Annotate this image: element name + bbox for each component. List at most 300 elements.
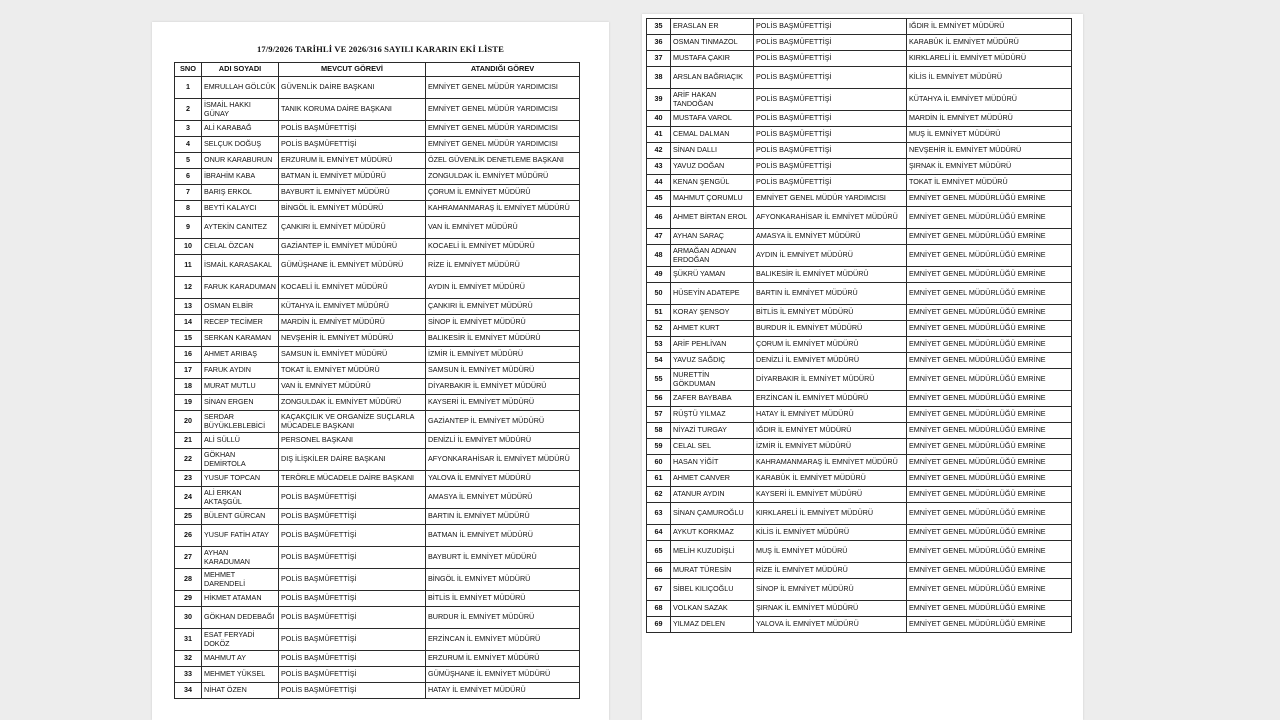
row-current-duty: KIRKLARELİ İL EMNİYET MÜDÜRÜ: [754, 503, 907, 525]
table-row: [647, 89, 1072, 111]
row-assigned-duty: EMNİYET GENEL MÜDÜRLÜĞÜ EMRİNE: [907, 369, 1072, 391]
row-name: SİNAN ÇAMUROĞLU: [671, 503, 754, 525]
row-name: İBRAHİM KABA: [202, 169, 279, 185]
table-row: [175, 547, 580, 569]
row-current-duty: POLİS BAŞMÜFETTİŞİ: [279, 121, 426, 137]
row-current-duty: KOCAELİ İL EMNİYET MÜDÜRÜ: [279, 277, 426, 299]
row-sno: 60: [647, 455, 671, 471]
table-row: [647, 207, 1072, 229]
row-current-duty: POLİS BAŞMÜFETTİŞİ: [754, 111, 907, 127]
row-current-duty: DİYARBAKIR İL EMNİYET MÜDÜRÜ: [754, 369, 907, 391]
row-name: YUSUF TOPCAN: [202, 471, 279, 487]
table-row: [175, 169, 580, 185]
row-name: AHMET KURT: [671, 321, 754, 337]
row-assigned-duty: EMNİYET GENEL MÜDÜR YARDIMCISI: [426, 77, 580, 99]
row-assigned-duty: EMNİYET GENEL MÜDÜRLÜĞÜ EMRİNE: [907, 407, 1072, 423]
row-name: SELÇUK DOĞUŞ: [202, 137, 279, 153]
row-current-duty: KARABÜK İL EMNİYET MÜDÜRÜ: [754, 471, 907, 487]
row-current-duty: POLİS BAŞMÜFETTİŞİ: [754, 51, 907, 67]
row-assigned-duty: VAN İL EMNİYET MÜDÜRÜ: [426, 217, 580, 239]
row-current-duty: MARDİN İL EMNİYET MÜDÜRÜ: [279, 315, 426, 331]
row-current-duty: İZMİR İL EMNİYET MÜDÜRÜ: [754, 439, 907, 455]
row-current-duty: HATAY İL EMNİYET MÜDÜRÜ: [754, 407, 907, 423]
row-sno: 16: [175, 347, 202, 363]
row-name: SİBEL KILIÇOĞLU: [671, 579, 754, 601]
row-name: ALİ KARABAĞ: [202, 121, 279, 137]
row-name: EMRULLAH GÖLCÜK: [202, 77, 279, 99]
row-sno: 38: [647, 67, 671, 89]
row-name: MEHMET YÜKSEL: [202, 667, 279, 683]
table-row: [175, 629, 580, 651]
row-name: RÜŞTÜ YILMAZ: [671, 407, 754, 423]
table-row: [647, 267, 1072, 283]
row-sno: 3: [175, 121, 202, 137]
row-sno: 44: [647, 175, 671, 191]
table-row: [175, 395, 580, 411]
row-sno: 66: [647, 563, 671, 579]
row-sno: 8: [175, 201, 202, 217]
row-current-duty: TERÖRLE MÜCADELE DAİRE BAŞKANI: [279, 471, 426, 487]
table-row: [647, 35, 1072, 51]
table-row: [647, 541, 1072, 563]
row-assigned-duty: AFYONKARAHİSAR İL EMNİYET MÜDÜRÜ: [426, 449, 580, 471]
row-assigned-duty: EMNİYET GENEL MÜDÜRLÜĞÜ EMRİNE: [907, 229, 1072, 245]
table-row: [175, 99, 580, 121]
row-current-duty: BALIKESİR İL EMNİYET MÜDÜRÜ: [754, 267, 907, 283]
row-name: ARİF PEHLİVAN: [671, 337, 754, 353]
row-current-duty: KAHRAMANMARAŞ İL EMNİYET MÜDÜRÜ: [754, 455, 907, 471]
row-name: YAVUZ SAĞDIÇ: [671, 353, 754, 369]
row-current-duty: POLİS BAŞMÜFETTİŞİ: [754, 143, 907, 159]
row-assigned-duty: EMNİYET GENEL MÜDÜR YARDIMCISI: [426, 99, 580, 121]
row-sno: 63: [647, 503, 671, 525]
row-assigned-duty: EMNİYET GENEL MÜDÜRLÜĞÜ EMRİNE: [907, 305, 1072, 321]
table-row: [647, 175, 1072, 191]
row-assigned-duty: HATAY İL EMNİYET MÜDÜRÜ: [426, 683, 580, 699]
table-row: [175, 411, 580, 433]
row-name: ESAT FERYADİ DOKÖZ: [202, 629, 279, 651]
row-sno: 4: [175, 137, 202, 153]
row-assigned-duty: SİNOP İL EMNİYET MÜDÜRÜ: [426, 315, 580, 331]
row-assigned-duty: GÜMÜŞHANE İL EMNİYET MÜDÜRÜ: [426, 667, 580, 683]
row-current-duty: SAMSUN İL EMNİYET MÜDÜRÜ: [279, 347, 426, 363]
row-sno: 56: [647, 391, 671, 407]
row-name: AYKUT KORKMAZ: [671, 525, 754, 541]
appointment-table-right: [646, 18, 1072, 633]
table-row: [647, 321, 1072, 337]
row-current-duty: BİNGÖL İL EMNİYET MÜDÜRÜ: [279, 201, 426, 217]
row-assigned-duty: KAHRAMANMARAŞ İL EMNİYET MÜDÜRÜ: [426, 201, 580, 217]
table-row: [175, 347, 580, 363]
row-name: KENAN ŞENGÜL: [671, 175, 754, 191]
table-row: [175, 185, 580, 201]
row-sno: 68: [647, 601, 671, 617]
row-sno: 55: [647, 369, 671, 391]
row-current-duty: KÜTAHYA İL EMNİYET MÜDÜRÜ: [279, 299, 426, 315]
row-sno: 53: [647, 337, 671, 353]
row-assigned-duty: ZONGULDAK İL EMNİYET MÜDÜRÜ: [426, 169, 580, 185]
row-current-duty: ERZURUM İL EMNİYET MÜDÜRÜ: [279, 153, 426, 169]
table-row: [175, 607, 580, 629]
row-sno: 43: [647, 159, 671, 175]
row-name: AYTEKİN CANITEZ: [202, 217, 279, 239]
row-current-duty: POLİS BAŞMÜFETTİŞİ: [279, 683, 426, 699]
table-row: [175, 379, 580, 395]
row-name: AHMET CANVER: [671, 471, 754, 487]
row-name: ALİ SÜLLÜ: [202, 433, 279, 449]
table-row: [175, 315, 580, 331]
row-sno: 27: [175, 547, 202, 569]
row-sno: 51: [647, 305, 671, 321]
row-current-duty: POLİS BAŞMÜFETTİŞİ: [279, 569, 426, 591]
row-current-duty: IĞDIR İL EMNİYET MÜDÜRÜ: [754, 423, 907, 439]
row-current-duty: PERSONEL BAŞKANI: [279, 433, 426, 449]
row-sno: 35: [647, 19, 671, 35]
row-assigned-duty: ÇANKIRI İL EMNİYET MÜDÜRÜ: [426, 299, 580, 315]
table-row: [647, 67, 1072, 89]
table-row: [647, 601, 1072, 617]
table-row: [647, 455, 1072, 471]
row-assigned-duty: BAYBURT İL EMNİYET MÜDÜRÜ: [426, 547, 580, 569]
row-sno: 10: [175, 239, 202, 255]
row-assigned-duty: EMNİYET GENEL MÜDÜRLÜĞÜ EMRİNE: [907, 487, 1072, 503]
table-row: [175, 277, 580, 299]
row-name: SERKAN KARAMAN: [202, 331, 279, 347]
row-current-duty: BİTLİS İL EMNİYET MÜDÜRÜ: [754, 305, 907, 321]
table-row: [175, 433, 580, 449]
row-name: SİNAN ERGEN: [202, 395, 279, 411]
row-sno: 67: [647, 579, 671, 601]
row-assigned-duty: BİTLİS İL EMNİYET MÜDÜRÜ: [426, 591, 580, 607]
row-sno: 69: [647, 617, 671, 633]
header-sno: SNO: [175, 63, 202, 77]
row-current-duty: POLİS BAŞMÜFETTİŞİ: [279, 591, 426, 607]
row-name: MUSTAFA VAROL: [671, 111, 754, 127]
table-row: [647, 305, 1072, 321]
row-name: GÖKHAN DEDEBAĞI: [202, 607, 279, 629]
row-assigned-duty: NEVŞEHİR İL EMNİYET MÜDÜRÜ: [907, 143, 1072, 159]
row-name: KORAY ŞENSOY: [671, 305, 754, 321]
row-assigned-duty: ŞIRNAK İL EMNİYET MÜDÜRÜ: [907, 159, 1072, 175]
table-row: [647, 229, 1072, 245]
row-name: ONUR KARABURUN: [202, 153, 279, 169]
row-sno: 15: [175, 331, 202, 347]
row-name: ARMAĞAN ADNAN ERDOĞAN: [671, 245, 754, 267]
table-row: [647, 143, 1072, 159]
row-assigned-duty: DENİZLİ İL EMNİYET MÜDÜRÜ: [426, 433, 580, 449]
row-assigned-duty: KAYSERİ İL EMNİYET MÜDÜRÜ: [426, 395, 580, 411]
row-current-duty: POLİS BAŞMÜFETTİŞİ: [754, 127, 907, 143]
row-name: HASAN YİĞİT: [671, 455, 754, 471]
row-current-duty: KAÇAKÇILIK VE ORGANİZE SUÇLARLA MÜCADELE BAŞKANI: [279, 411, 426, 433]
header-name: ADI SOYADI: [202, 63, 279, 77]
table-row: [175, 299, 580, 315]
row-assigned-duty: BATMAN İL EMNİYET MÜDÜRÜ: [426, 525, 580, 547]
row-assigned-duty: EMNİYET GENEL MÜDÜRLÜĞÜ EMRİNE: [907, 191, 1072, 207]
table-row: [175, 331, 580, 347]
table-row: [175, 449, 580, 471]
row-assigned-duty: AYDIN İL EMNİYET MÜDÜRÜ: [426, 277, 580, 299]
row-sno: 25: [175, 509, 202, 525]
row-name: MURAT MUTLU: [202, 379, 279, 395]
row-name: CELAL ÖZCAN: [202, 239, 279, 255]
document-title: 17/9/2026 TARİHLİ VE 2026/316 SAYILI KARARIN EKİ LİSTE: [257, 44, 504, 54]
row-name: RECEP TECİMER: [202, 315, 279, 331]
row-sno: 11: [175, 255, 202, 277]
row-current-duty: MUŞ İL EMNİYET MÜDÜRÜ: [754, 541, 907, 563]
table-row: [175, 471, 580, 487]
row-current-duty: ÇORUM İL EMNİYET MÜDÜRÜ: [754, 337, 907, 353]
row-assigned-duty: MUŞ İL EMNİYET MÜDÜRÜ: [907, 127, 1072, 143]
row-name: OSMAN TINMAZOL: [671, 35, 754, 51]
row-sno: 58: [647, 423, 671, 439]
table-row: [175, 239, 580, 255]
row-assigned-duty: BİNGÖL İL EMNİYET MÜDÜRÜ: [426, 569, 580, 591]
table-row: [647, 617, 1072, 633]
row-current-duty: POLİS BAŞMÜFETTİŞİ: [279, 629, 426, 651]
row-assigned-duty: KİLİS İL EMNİYET MÜDÜRÜ: [907, 67, 1072, 89]
table-body-right: [647, 19, 1072, 633]
row-current-duty: GÜVENLİK DAİRE BAŞKANI: [279, 77, 426, 99]
row-assigned-duty: EMNİYET GENEL MÜDÜRLÜĞÜ EMRİNE: [907, 541, 1072, 563]
table-row: [647, 487, 1072, 503]
header-current-duty: MEVCUT GÖREVİ: [279, 63, 426, 77]
table-row: [175, 667, 580, 683]
table-row: [175, 201, 580, 217]
row-current-duty: POLİS BAŞMÜFETTİŞİ: [279, 525, 426, 547]
row-sno: 29: [175, 591, 202, 607]
row-current-duty: DIŞ İLİŞKİLER DAİRE BAŞKANI: [279, 449, 426, 471]
table-row: [175, 217, 580, 239]
row-assigned-duty: EMNİYET GENEL MÜDÜRLÜĞÜ EMRİNE: [907, 455, 1072, 471]
row-current-duty: GÜMÜŞHANE İL EMNİYET MÜDÜRÜ: [279, 255, 426, 277]
row-name: MELİH KUZUDİŞLİ: [671, 541, 754, 563]
row-assigned-duty: SAMSUN İL EMNİYET MÜDÜRÜ: [426, 363, 580, 379]
row-name: GÖKHAN DEMİRTOLA: [202, 449, 279, 471]
row-current-duty: POLİS BAŞMÜFETTİŞİ: [754, 89, 907, 111]
table-row: [175, 121, 580, 137]
row-current-duty: POLİS BAŞMÜFETTİŞİ: [754, 175, 907, 191]
table-row: [647, 525, 1072, 541]
row-assigned-duty: EMNİYET GENEL MÜDÜRLÜĞÜ EMRİNE: [907, 439, 1072, 455]
row-current-duty: KİLİS İL EMNİYET MÜDÜRÜ: [754, 525, 907, 541]
row-sno: 49: [647, 267, 671, 283]
table-row: [647, 337, 1072, 353]
table-row: [175, 509, 580, 525]
table-row: [647, 283, 1072, 305]
row-current-duty: POLİS BAŞMÜFETTİŞİ: [279, 137, 426, 153]
row-assigned-duty: EMNİYET GENEL MÜDÜRLÜĞÜ EMRİNE: [907, 207, 1072, 229]
row-sno: 14: [175, 315, 202, 331]
row-assigned-duty: EMNİYET GENEL MÜDÜRLÜĞÜ EMRİNE: [907, 563, 1072, 579]
row-sno: 9: [175, 217, 202, 239]
row-name: MEHMET DARENDELİ: [202, 569, 279, 591]
row-current-duty: YALOVA İL EMNİYET MÜDÜRÜ: [754, 617, 907, 633]
row-name: ZAFER BAYBABA: [671, 391, 754, 407]
table-row: [175, 255, 580, 277]
row-current-duty: RİZE İL EMNİYET MÜDÜRÜ: [754, 563, 907, 579]
row-current-duty: POLİS BAŞMÜFETTİŞİ: [754, 35, 907, 51]
row-current-duty: AYDIN İL EMNİYET MÜDÜRÜ: [754, 245, 907, 267]
row-current-duty: BARTIN İL EMNİYET MÜDÜRÜ: [754, 283, 907, 305]
row-sno: 42: [647, 143, 671, 159]
row-assigned-duty: EMNİYET GENEL MÜDÜR YARDIMCISI: [426, 121, 580, 137]
table-row: [647, 353, 1072, 369]
row-name: NİYAZİ TURGAY: [671, 423, 754, 439]
row-assigned-duty: TOKAT İL EMNİYET MÜDÜRÜ: [907, 175, 1072, 191]
row-sno: 12: [175, 277, 202, 299]
appointment-table-left: [174, 62, 580, 699]
row-name: SERDAR BÜYÜKLEBLEBİCİ: [202, 411, 279, 433]
table-row: [647, 503, 1072, 525]
row-sno: 5: [175, 153, 202, 169]
row-sno: 28: [175, 569, 202, 591]
row-name: AYHAN SARAÇ: [671, 229, 754, 245]
row-assigned-duty: ÇORUM İL EMNİYET MÜDÜRÜ: [426, 185, 580, 201]
table-row: [647, 391, 1072, 407]
table-row: [647, 191, 1072, 207]
table-row: [175, 651, 580, 667]
table-row: [175, 487, 580, 509]
row-name: VOLKAN SAZAK: [671, 601, 754, 617]
row-name: AHMET BİRTAN EROL: [671, 207, 754, 229]
table-row: [175, 153, 580, 169]
row-sno: 20: [175, 411, 202, 433]
table-row: [647, 19, 1072, 35]
row-name: ERASLAN ER: [671, 19, 754, 35]
row-current-duty: POLİS BAŞMÜFETTİŞİ: [279, 487, 426, 509]
table-row: [175, 363, 580, 379]
row-sno: 34: [175, 683, 202, 699]
row-name: BÜLENT GÜRCAN: [202, 509, 279, 525]
row-name: NURETTİN GÖKDUMAN: [671, 369, 754, 391]
row-sno: 13: [175, 299, 202, 315]
row-name: ALİ ERKAN AKTAŞGÜL: [202, 487, 279, 509]
row-name: CELAL SEL: [671, 439, 754, 455]
row-sno: 26: [175, 525, 202, 547]
row-assigned-duty: GAZİANTEP İL EMNİYET MÜDÜRÜ: [426, 411, 580, 433]
table-row: [175, 137, 580, 153]
row-current-duty: AFYONKARAHİSAR İL EMNİYET MÜDÜRÜ: [754, 207, 907, 229]
row-name: YILMAZ DELEN: [671, 617, 754, 633]
row-current-duty: EMNİYET GENEL MÜDÜR YARDIMCISI: [754, 191, 907, 207]
row-sno: 2: [175, 99, 202, 121]
row-assigned-duty: YALOVA İL EMNİYET MÜDÜRÜ: [426, 471, 580, 487]
row-sno: 37: [647, 51, 671, 67]
row-name: HÜSEYİN ADATEPE: [671, 283, 754, 305]
table-row: [647, 579, 1072, 601]
row-name: OSMAN ELBİR: [202, 299, 279, 315]
row-sno: 57: [647, 407, 671, 423]
row-current-duty: POLİS BAŞMÜFETTİŞİ: [754, 19, 907, 35]
table-row: [647, 563, 1072, 579]
row-sno: 54: [647, 353, 671, 369]
row-assigned-duty: EMNİYET GENEL MÜDÜRLÜĞÜ EMRİNE: [907, 601, 1072, 617]
row-name: FARUK KARADUMAN: [202, 277, 279, 299]
row-name: MUSTAFA ÇAKIR: [671, 51, 754, 67]
row-assigned-duty: KARABÜK İL EMNİYET MÜDÜRÜ: [907, 35, 1072, 51]
row-assigned-duty: DİYARBAKIR İL EMNİYET MÜDÜRÜ: [426, 379, 580, 395]
row-current-duty: AMASYA İL EMNİYET MÜDÜRÜ: [754, 229, 907, 245]
row-current-duty: ERZİNCAN İL EMNİYET MÜDÜRÜ: [754, 391, 907, 407]
row-assigned-duty: EMNİYET GENEL MÜDÜRLÜĞÜ EMRİNE: [907, 337, 1072, 353]
row-assigned-duty: EMNİYET GENEL MÜDÜRLÜĞÜ EMRİNE: [907, 471, 1072, 487]
row-sno: 23: [175, 471, 202, 487]
row-name: MAHMUT AY: [202, 651, 279, 667]
row-current-duty: DENİZLİ İL EMNİYET MÜDÜRÜ: [754, 353, 907, 369]
row-assigned-duty: EMNİYET GENEL MÜDÜRLÜĞÜ EMRİNE: [907, 353, 1072, 369]
table-row: [647, 423, 1072, 439]
row-sno: 32: [175, 651, 202, 667]
row-name: İSMAİL HAKKI GÜNAY: [202, 99, 279, 121]
row-current-duty: POLİS BAŞMÜFETTİŞİ: [754, 159, 907, 175]
row-name: CEMAL DALMAN: [671, 127, 754, 143]
table-row: [647, 111, 1072, 127]
row-current-duty: ÇANKIRI İL EMNİYET MÜDÜRÜ: [279, 217, 426, 239]
row-assigned-duty: BURDUR İL EMNİYET MÜDÜRÜ: [426, 607, 580, 629]
row-sno: 33: [175, 667, 202, 683]
row-name: YUSUF FATİH ATAY: [202, 525, 279, 547]
row-assigned-duty: EMNİYET GENEL MÜDÜRLÜĞÜ EMRİNE: [907, 267, 1072, 283]
row-current-duty: BATMAN İL EMNİYET MÜDÜRÜ: [279, 169, 426, 185]
row-sno: 21: [175, 433, 202, 449]
row-name: İSMAİL KARASAKAL: [202, 255, 279, 277]
row-sno: 59: [647, 439, 671, 455]
row-name: HİKMET ATAMAN: [202, 591, 279, 607]
row-assigned-duty: ERZURUM İL EMNİYET MÜDÜRÜ: [426, 651, 580, 667]
table-row: [647, 439, 1072, 455]
row-name: ARSLAN BAĞRIAÇIK: [671, 67, 754, 89]
table-row: [175, 683, 580, 699]
row-assigned-duty: EMNİYET GENEL MÜDÜR YARDIMCISI: [426, 137, 580, 153]
row-assigned-duty: MARDİN İL EMNİYET MÜDÜRÜ: [907, 111, 1072, 127]
row-current-duty: BAYBURT İL EMNİYET MÜDÜRÜ: [279, 185, 426, 201]
row-sno: 41: [647, 127, 671, 143]
table-row: [175, 77, 580, 99]
table-row: [647, 127, 1072, 143]
row-sno: 39: [647, 89, 671, 111]
row-current-duty: TANIK KORUMA DAİRE BAŞKANI: [279, 99, 426, 121]
row-sno: 65: [647, 541, 671, 563]
row-sno: 6: [175, 169, 202, 185]
row-assigned-duty: RİZE İL EMNİYET MÜDÜRÜ: [426, 255, 580, 277]
row-current-duty: POLİS BAŞMÜFETTİŞİ: [279, 509, 426, 525]
table-body-left: [175, 77, 580, 699]
row-current-duty: ZONGULDAK İL EMNİYET MÜDÜRÜ: [279, 395, 426, 411]
row-assigned-duty: IĞDIR İL EMNİYET MÜDÜRÜ: [907, 19, 1072, 35]
row-name: YAVUZ DOĞAN: [671, 159, 754, 175]
row-assigned-duty: EMNİYET GENEL MÜDÜRLÜĞÜ EMRİNE: [907, 525, 1072, 541]
row-name: FARUK AYDIN: [202, 363, 279, 379]
row-name: AYHAN KARADUMAN: [202, 547, 279, 569]
row-assigned-duty: İZMİR İL EMNİYET MÜDÜRÜ: [426, 347, 580, 363]
row-name: ATANUR AYDIN: [671, 487, 754, 503]
row-current-duty: POLİS BAŞMÜFETTİŞİ: [279, 651, 426, 667]
document-page-left: [152, 22, 609, 720]
table-row: [647, 471, 1072, 487]
row-name: ŞÜKRÜ YAMAN: [671, 267, 754, 283]
table-row: [175, 525, 580, 547]
row-current-duty: KAYSERİ İL EMNİYET MÜDÜRÜ: [754, 487, 907, 503]
row-current-duty: GAZİANTEP İL EMNİYET MÜDÜRÜ: [279, 239, 426, 255]
row-current-duty: SİNOP İL EMNİYET MÜDÜRÜ: [754, 579, 907, 601]
row-sno: 45: [647, 191, 671, 207]
table-row: [647, 159, 1072, 175]
row-sno: 31: [175, 629, 202, 651]
row-name: SİNAN DALLI: [671, 143, 754, 159]
row-assigned-duty: ÖZEL GÜVENLİK DENETLEME BAŞKANI: [426, 153, 580, 169]
row-sno: 24: [175, 487, 202, 509]
